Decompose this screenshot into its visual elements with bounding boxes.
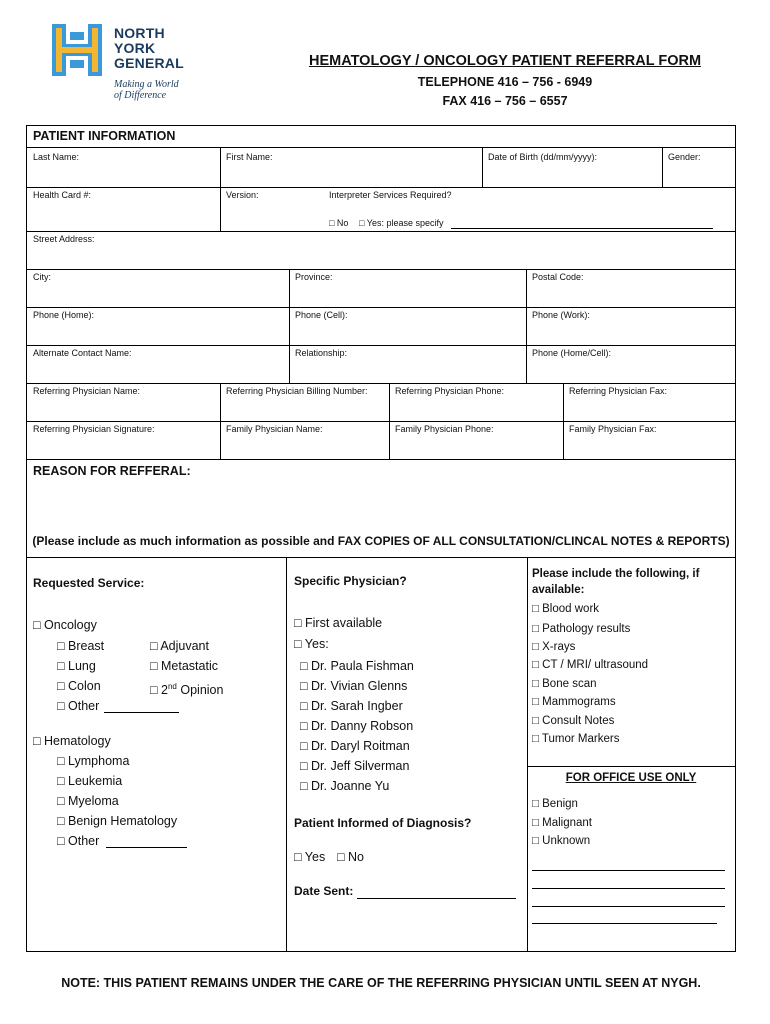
phone-home-cell-field[interactable]: Phone (Home/Cell): <box>532 348 612 358</box>
lymphoma-checkbox[interactable]: □ Lymphoma <box>57 754 130 768</box>
form-title: HEMATOLOGY / ONCOLOGY PATIENT REFERRAL FORM <box>308 53 702 69</box>
tagline-line-1: Making a World <box>114 79 179 90</box>
tagline-line-2: of Difference <box>114 90 167 101</box>
office-line-2[interactable] <box>532 888 725 889</box>
interpreter-specify-line[interactable] <box>451 228 713 229</box>
benign-hematology-checkbox[interactable]: □ Benign Hematology <box>57 814 178 828</box>
leukemia-checkbox[interactable]: □ Leukemia <box>57 774 123 788</box>
second-opinion-sup: nd <box>167 682 177 691</box>
informed-yes-checkbox[interactable]: □ Yes <box>294 850 326 864</box>
referring-signature-field[interactable]: Referring Physician Signature: <box>33 424 155 434</box>
informed-no-checkbox[interactable]: □ No <box>337 850 365 864</box>
doctor-fishman-checkbox[interactable]: □ Dr. Paula Fishman <box>300 659 414 673</box>
malignant-checkbox[interactable]: □ Malignant <box>532 817 593 829</box>
breast-checkbox[interactable]: □ Breast <box>57 639 105 653</box>
lung-checkbox[interactable]: □ Lung <box>57 659 96 673</box>
last-name-field[interactable]: Last Name: <box>33 152 80 162</box>
hematology-checkbox[interactable]: □ Hematology <box>33 734 111 748</box>
street-address-field[interactable]: Street Address: <box>33 234 95 244</box>
doctor-yu-checkbox[interactable]: □ Dr. Joanne Yu <box>300 779 390 793</box>
reason-heading: REASON FOR REFFERAL: <box>33 464 191 478</box>
specific-physician-heading: Specific Physician? <box>294 574 407 588</box>
logo-line-1: NORTH <box>114 25 165 41</box>
family-physician-phone-field[interactable]: Family Physician Phone: <box>395 424 494 434</box>
reason-instruction: (Please include as much information as possible and FAX COPIES OF ALL CONSULTATION/CLINCAL NOTES & REPORTS) <box>32 534 730 548</box>
date-of-birth-field[interactable]: Date of Birth (dd/mm/yyyy): <box>488 152 598 162</box>
doctor-roitman-checkbox[interactable]: □ Dr. Daryl Roitman <box>300 739 410 753</box>
logo-line-3: GENERAL <box>114 55 184 71</box>
second-opinion-checkbox[interactable] <box>150 679 223 698</box>
date-sent-label: Date Sent: <box>294 884 354 898</box>
physician-yes-checkbox[interactable]: □ Yes: <box>294 637 329 651</box>
oncology-checkbox[interactable]: □ Oncology <box>33 618 97 632</box>
include-heading-line-1: Please include the following, if <box>532 568 700 580</box>
logo-wordmark <box>114 26 184 71</box>
metastatic-checkbox[interactable]: □ Metastatic <box>150 659 218 673</box>
relationship-field[interactable]: Relationship: <box>295 348 348 358</box>
second-opinion-prefix: □ 2 <box>150 683 168 698</box>
unknown-checkbox[interactable]: □ Unknown <box>532 835 591 847</box>
alternate-contact-field[interactable]: Alternate Contact Name: <box>33 348 132 358</box>
bone-scan-checkbox[interactable]: □ Bone scan <box>532 678 597 690</box>
tumor-markers-checkbox[interactable]: □ Tumor Markers <box>532 733 620 745</box>
blood-work-checkbox[interactable]: □ Blood work <box>532 603 600 615</box>
oncology-other-checkbox[interactable]: □ Other <box>57 699 100 713</box>
doctor-silverman-checkbox[interactable]: □ Dr. Jeff Silverman <box>300 759 410 773</box>
referring-physician-name-field[interactable]: Referring Physician Name: <box>33 386 141 396</box>
first-available-checkbox[interactable]: □ First available <box>294 616 383 630</box>
telephone-number: TELEPHONE 416 – 756 - 6949 <box>417 75 593 89</box>
footer-note: NOTE: THIS PATIENT REMAINS UNDER THE CARE OF THE REFERRING PHYSICIAN UNTIL SEEN AT NYGH. <box>61 976 701 990</box>
office-line-3[interactable] <box>532 906 725 907</box>
fax-number: FAX 416 – 756 – 6557 <box>442 94 568 108</box>
family-physician-name-field[interactable]: Family Physician Name: <box>226 424 323 434</box>
interpreter-question: Interpreter Services Required? <box>329 190 452 200</box>
x-rays-checkbox[interactable]: □ X-rays <box>532 641 576 653</box>
referring-billing-number-field[interactable]: Referring Physician Billing Number: <box>226 386 368 396</box>
hematology-other-line[interactable] <box>106 847 187 848</box>
gender-field[interactable]: Gender: <box>668 152 701 162</box>
second-opinion-suffix: Opinion <box>176 683 224 698</box>
patient-info-heading: PATIENT INFORMATION <box>33 129 176 143</box>
referral-form-box <box>26 125 736 952</box>
myeloma-checkbox[interactable]: □ Myeloma <box>57 794 119 808</box>
phone-work-field[interactable]: Phone (Work): <box>532 310 590 320</box>
patient-informed-heading: Patient Informed of Diagnosis? <box>294 816 472 830</box>
oncology-other-line[interactable] <box>104 712 179 713</box>
family-physician-fax-field[interactable]: Family Physician Fax: <box>569 424 657 434</box>
benign-checkbox[interactable]: □ Benign <box>532 798 578 810</box>
include-heading <box>532 566 699 598</box>
consult-notes-checkbox[interactable]: □ Consult Notes <box>532 715 615 727</box>
interpreter-no-checkbox[interactable]: □ No <box>329 218 349 228</box>
health-card-field[interactable]: Health Card #: <box>33 190 92 200</box>
office-line-4[interactable] <box>532 923 717 924</box>
office-line-1[interactable] <box>532 870 725 871</box>
doctor-glenns-checkbox[interactable]: □ Dr. Vivian Glenns <box>300 679 408 693</box>
first-name-field[interactable]: First Name: <box>226 152 273 162</box>
doctor-ingber-checkbox[interactable]: □ Dr. Sarah Ingber <box>300 699 403 713</box>
colon-checkbox[interactable]: □ Colon <box>57 679 101 693</box>
logo-h-icon <box>52 24 102 76</box>
date-sent-line[interactable] <box>357 898 516 899</box>
mammograms-checkbox[interactable]: □ Mammograms <box>532 696 616 708</box>
office-use-heading: FOR OFFICE USE ONLY <box>565 772 697 784</box>
phone-home-field[interactable]: Phone (Home): <box>33 310 95 320</box>
referring-phone-field[interactable]: Referring Physician Phone: <box>395 386 505 396</box>
phone-cell-field[interactable]: Phone (Cell): <box>295 310 348 320</box>
hematology-other-checkbox[interactable]: □ Other <box>57 834 100 848</box>
doctor-robson-checkbox[interactable]: □ Dr. Danny Robson <box>300 719 414 733</box>
logo-tagline <box>114 79 179 101</box>
referring-fax-field[interactable]: Referring Physician Fax: <box>569 386 668 396</box>
ct-mri-ultrasound-checkbox[interactable]: □ CT / MRI/ ultrasound <box>532 659 649 671</box>
city-field[interactable]: City: <box>33 272 51 282</box>
province-field[interactable]: Province: <box>295 272 333 282</box>
include-heading-line-2: available: <box>532 584 585 596</box>
logo-line-2: YORK <box>114 40 156 56</box>
version-field[interactable]: Version: <box>226 190 259 200</box>
adjuvant-checkbox[interactable]: □ Adjuvant <box>150 639 209 653</box>
pathology-results-checkbox[interactable]: □ Pathology results <box>532 623 631 635</box>
postal-code-field[interactable]: Postal Code: <box>532 272 584 282</box>
requested-service-heading: Requested Service: <box>33 576 145 590</box>
hospital-logo <box>52 24 202 104</box>
interpreter-yes-checkbox[interactable]: □ Yes: please specify <box>359 218 444 228</box>
